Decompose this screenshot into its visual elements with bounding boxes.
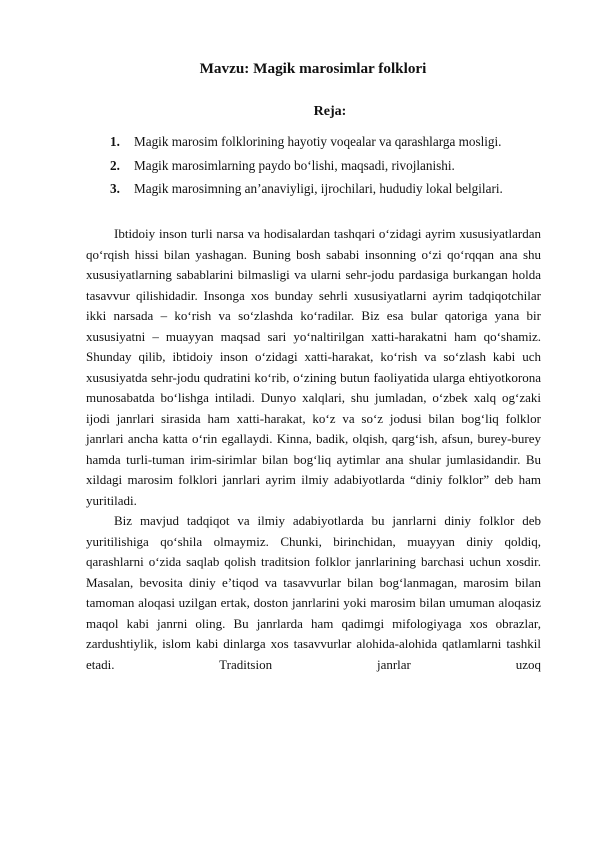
- body-paragraph: Ibtidoiy inson turli narsa va hodisalardan tashqari o‘zidagi ayrim xususiyatlardan qo‘rqish hissi bilan yashagan. Buning bosh sababi insonning o‘zi qo‘rqqan ana shu xususiyatlarning sabablarini bilmasligi va ularni sehr-jodu pardasiga burkangan holda tasavvur qilishidadir. Insonga xos bunday sehrli xususiyatlarni ayrim tadqiqotchilar ikki narsada – ko‘rish va so‘zlashda ko‘radilar. Biz esa bular qatoriga yana bir xususiyatni – muayyan maqsad sari yo‘naltirilgan xatti-harakatni ham qo‘shamiz. Shunday qilib, ibtidoiy inson o‘zidagi xatti-harakat, ko‘rish va so‘zlash kabi uch xususiyatda sehr-jodu qudratini ko‘rib, o‘zining butun faoliyatida ularga ehtiyotkorona munosabatda bo‘lishga intiladi. Dunyo xalqlari, shu jumladan, o‘zbek xalq og‘zaki ijodi janrlari sirasida ham xatti-harakat, ko‘z va so‘z jodusi bilan bog‘liq folklor janrlari ancha katta o‘rin egallaydi. Kinna, badik, olqish, qarg‘ish, afsun, burey-burey hamda turli-tuman irim-sirimlar bilan bog‘liq aytimlar ana shular jumlasidandir. Bu xildagi marosim folklori janrlari ayrim ilmiy adabiyotlarda “diniy folklor” deb ham yuritiladi.: [86, 226, 541, 508]
- body-text: [86, 224, 541, 675]
- plan-item-text: Magik marosim folklorining hayotiy voqealar va qarashlarga mosligi.: [134, 134, 502, 149]
- plan-item-text: Magik marosimning an’anaviyligi, ijrochilari, hududiy lokal belgilari.: [134, 181, 503, 196]
- document-title: Mavzu: Magik marosimlar folklori: [199, 60, 427, 77]
- plan-item: [110, 130, 550, 154]
- body-paragraph: Biz mavjud tadqiqot va ilmiy adabiyotlarda bu janrlarni diniy folklor deb yuritilishiga qo‘shila olmaymiz. Chunki, birinchidan, muayyan diniy qoldiq, qarashlarni o‘zida saqlab qolish traditsion folklor janrlarining barchasi uchun xosdir. Masalan, bevosita diniy e’tiqod va tasavvurlar bilan bog‘lanmagan, marosim bilan tamoman aloqasi uzilgan ertak, doston janrlarini yoki marosim bilan umuman aloqasiz maqol kabi janrni oling. Bu janrlarda ham qadimgi mifologiyaga xos obrazlar, zardushtiylik, islom kabi dinlarga xos tasavvurlar alohida-alohida qatlamlarni tashkil etadi. Traditsion janrlar uzoq: [86, 513, 541, 672]
- plan-list: [110, 130, 550, 201]
- plan-item: [110, 154, 550, 178]
- plan-item-number: 2.: [110, 157, 120, 173]
- plan-item-text: Magik marosimlarning paydo bo‘lishi, maqsadi, rivojlanishi.: [134, 157, 455, 173]
- plan-item-number: 3.: [110, 181, 120, 196]
- plan-item: [110, 177, 550, 201]
- plan-heading: Reja:: [313, 104, 347, 119]
- plan-item-number: 1.: [110, 134, 120, 149]
